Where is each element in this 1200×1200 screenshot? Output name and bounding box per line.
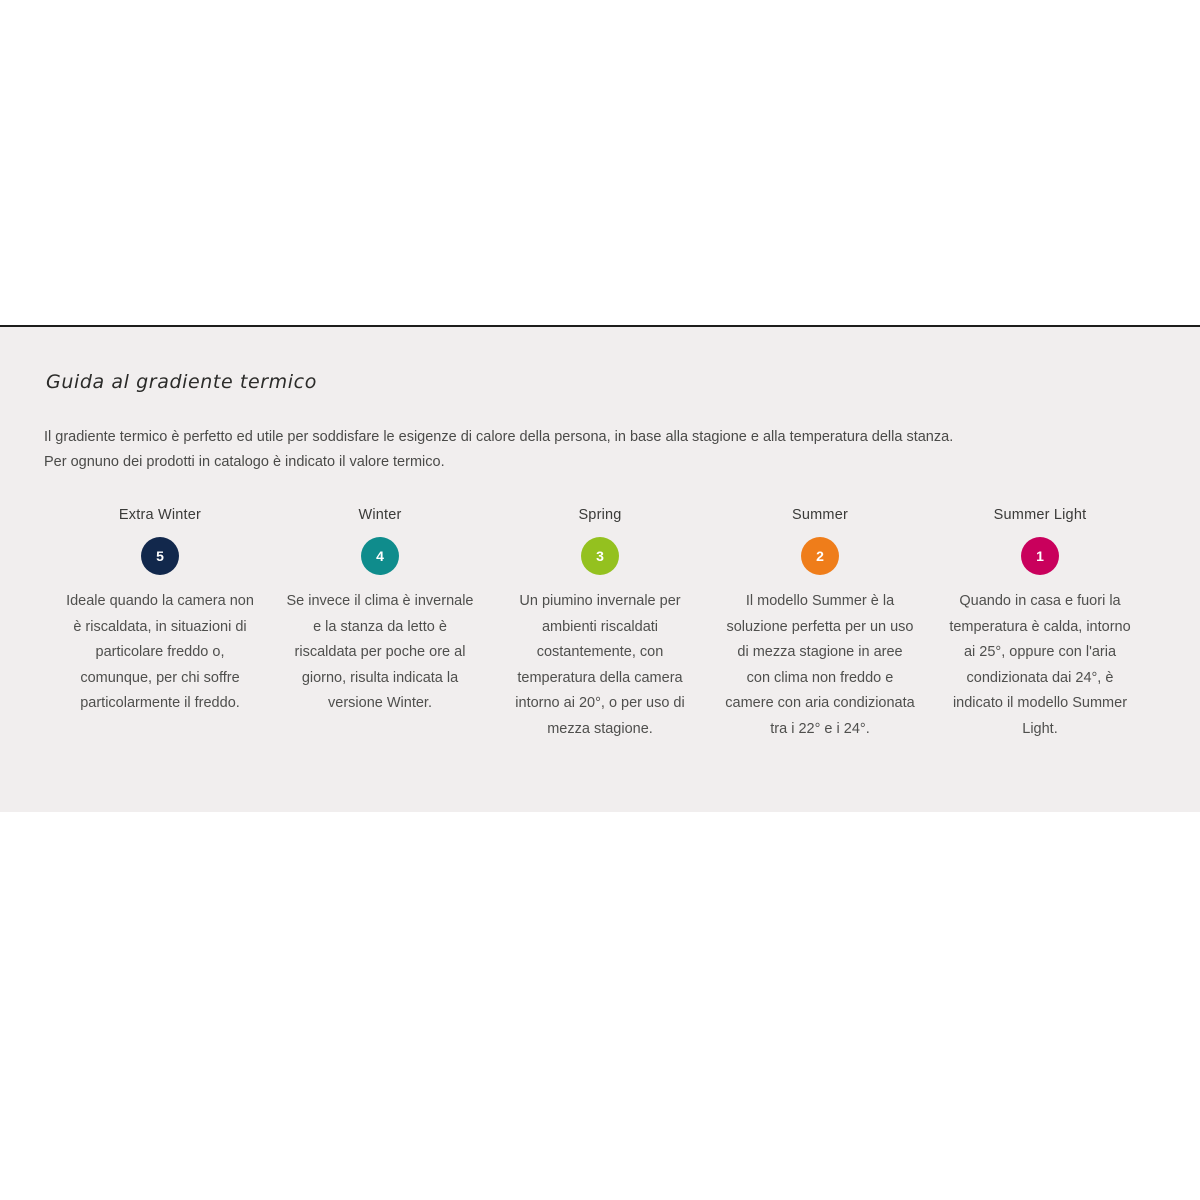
thermal-level-winter	[270, 507, 490, 742]
thermal-level-spring	[490, 507, 710, 742]
level-name: Spring	[578, 507, 622, 523]
thermal-levels-row	[42, 507, 1158, 742]
guide-intro	[44, 425, 1154, 475]
thermal-level-summer-light	[930, 507, 1150, 742]
level-name: Summer	[792, 507, 848, 523]
guide-intro-line-1: Il gradiente termico è perfetto ed utile per soddisfare le esigenze di calore della persona, in base alla stagione e alla temperatura della stanza.	[44, 429, 954, 445]
thermal-level-extra-winter	[50, 507, 270, 742]
level-description: Il modello Summer è la soluzione perfetta per un uso di mezza stagione in aree con clima non freddo e camere con aria condizionata tra i 22° e i 24°.	[725, 593, 915, 737]
level-description: Ideale quando la camera non è riscaldata, in situazioni di particolare freddo o, comunque, per chi soffre particolarmente il freddo.	[66, 593, 254, 711]
level-badge-3: 3	[581, 537, 619, 575]
level-name: Summer Light	[993, 507, 1087, 523]
level-description: Se invece il clima è invernale e la stanza da letto è riscaldata per poche ore al giorno, risulta indicata la versione Winter.	[286, 593, 474, 711]
level-description: Quando in casa e fuori la temperatura è calda, intorno ai 25°, oppure con l'aria condizionata dai 24°, è indicato il modello Summer Light.	[949, 593, 1131, 737]
thermal-gradient-guide-panel	[0, 325, 1200, 812]
level-badge-4: 4	[361, 537, 399, 575]
guide-inner	[0, 327, 1200, 742]
level-badge-1: 1	[1021, 537, 1059, 575]
level-badge-2: 2	[801, 537, 839, 575]
level-name: Winter	[358, 507, 402, 523]
level-name: Extra Winter	[118, 507, 202, 523]
level-badge-5: 5	[141, 537, 179, 575]
guide-title: Guida al gradiente termico	[46, 371, 317, 393]
level-description: Un piumino invernale per ambienti riscaldati costantemente, con temperatura della camera intorno ai 20°, o per uso di mezza stagione.	[515, 593, 685, 737]
thermal-level-summer	[710, 507, 930, 742]
guide-intro-line-2: Per ognuno dei prodotti in catalogo è indicato il valore termico.	[44, 454, 445, 470]
